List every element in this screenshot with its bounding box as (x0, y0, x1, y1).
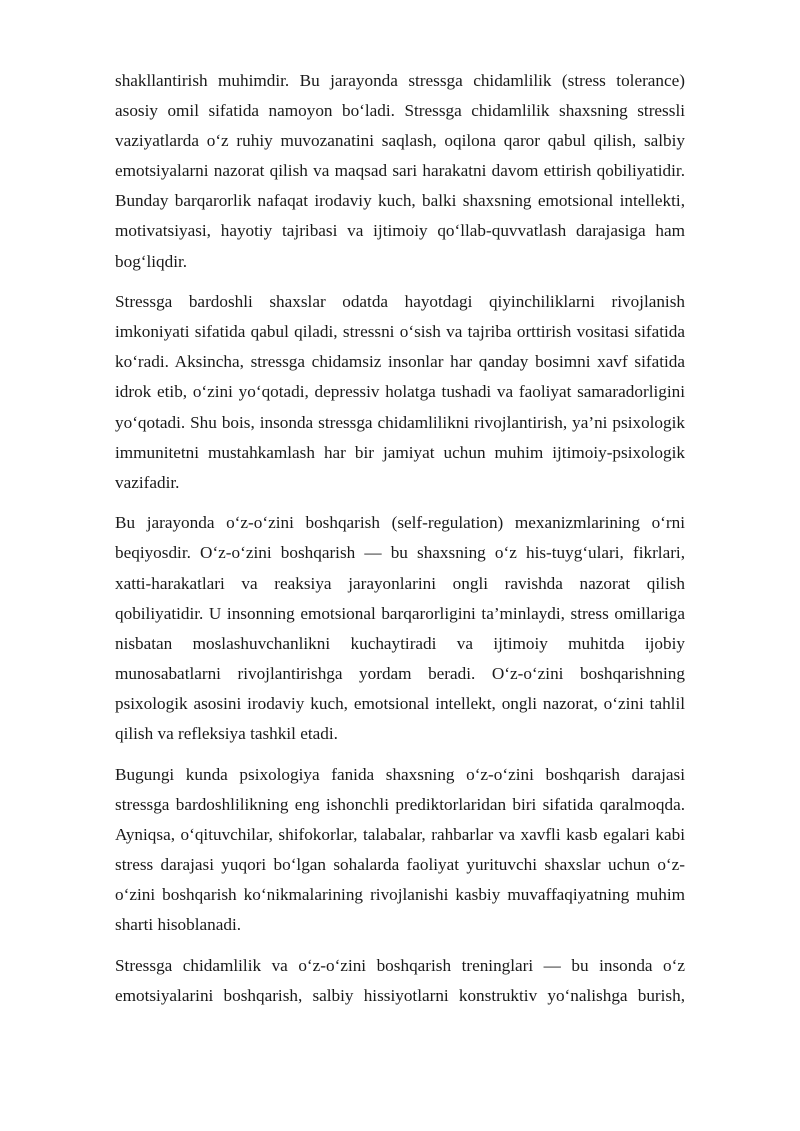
document-page (115, 66, 685, 1011)
paragraph-1: shakllantirish muhimdir. Bu jarayonda stressga chidamlilik (stress tolerance) asosiy omil sifatida namoyon bo‘ladi. Stressga chidamlilik shaxsning stressli vaziyatlarda o‘z ruhiy muvozanatini saqlash, oqilona qaror qabul qilish, salbiy emotsiyalarni nazorat qilish va maqsad sari harakatni davom ettirish qobiliyatidir. Bunday barqarorlik nafaqat irodaviy kuch, balki shaxsning emotsional intellekti, motivatsiyasi, hayotiy tajribasi va ijtimoiy qo‘llab-quvvatlash darajasiga ham bog‘liqdir. (115, 71, 685, 271)
paragraph-3: Bu jarayonda o‘z-o‘zini boshqarish (self-regulation) mexanizmlarining o‘rni beqiyosdir. O‘z-o‘zini boshqarish — bu shaxsning o‘z his-tuyg‘ulari, fikrlari, xatti-harakatlari va reaksiya jarayonlarini ongli ravishda nazorat qilish qobiliyatidir. U insonning emotsional barqarorligini ta’minlaydi, stress omillariga nisbatan moslashuvchanlikni kuchaytiradi va ijtimoiy muhitda ijobiy munosabatlarni rivojlantirishga yordam beradi. O‘z-o‘zini boshqarishning psixologik asosini irodaviy kuch, emotsional intellekt, ongli nazorat, o‘zini tahlil qilish va refleksiya tashkil etadi. (115, 513, 685, 743)
paragraph-5: Stressga chidamlilik va o‘z-o‘zini boshqarish treninglari — bu insonda o‘z emotsiyalarini boshqarish, salbiy hissiyotlarni konstruktiv yo‘nalishga burish, (115, 955, 685, 1005)
paragraph-4: Bugungi kunda psixologiya fanida shaxsning o‘z-o‘zini boshqarish darajasi stressga bardoshlilikning eng ishonchli prediktorlaridan biri sifatida qaralmoqda. Ayniqsa, o‘qituvchilar, shifokorlar, talabalar, rahbarlar va xavfli kasb egalari kabi stress darajasi yuqori bo‘lgan sohalarda faoliyat yurituvchi shaxslar uchun o‘z-o‘zini boshqarish ko‘nikmalarining rivojlanishi kasbiy muvaffaqiyatning muhim sharti hisoblanadi. (115, 764, 685, 935)
paragraph-2: Stressga bardoshli shaxslar odatda hayotdagi qiyinchiliklarni rivojlanish imkoniyati sifatida qabul qiladi, stressni o‘sish va tajriba orttirish vositasi sifatida ko‘radi. Aksincha, stressga chidamsiz insonlar har qanday bosimni xavf sifatida idrok etib, o‘zini yo‘qotadi, depressiv holatga tushadi va faoliyat samaradorligini yo‘qotadi. Shu bois, insonda stressga chidamlilikni rivojlantirish, ya’ni psixologik immunitetni mustahkamlash har bir jamiyat uchun muhim ijtimoiy-psixologik vazifadir. (115, 292, 685, 492)
